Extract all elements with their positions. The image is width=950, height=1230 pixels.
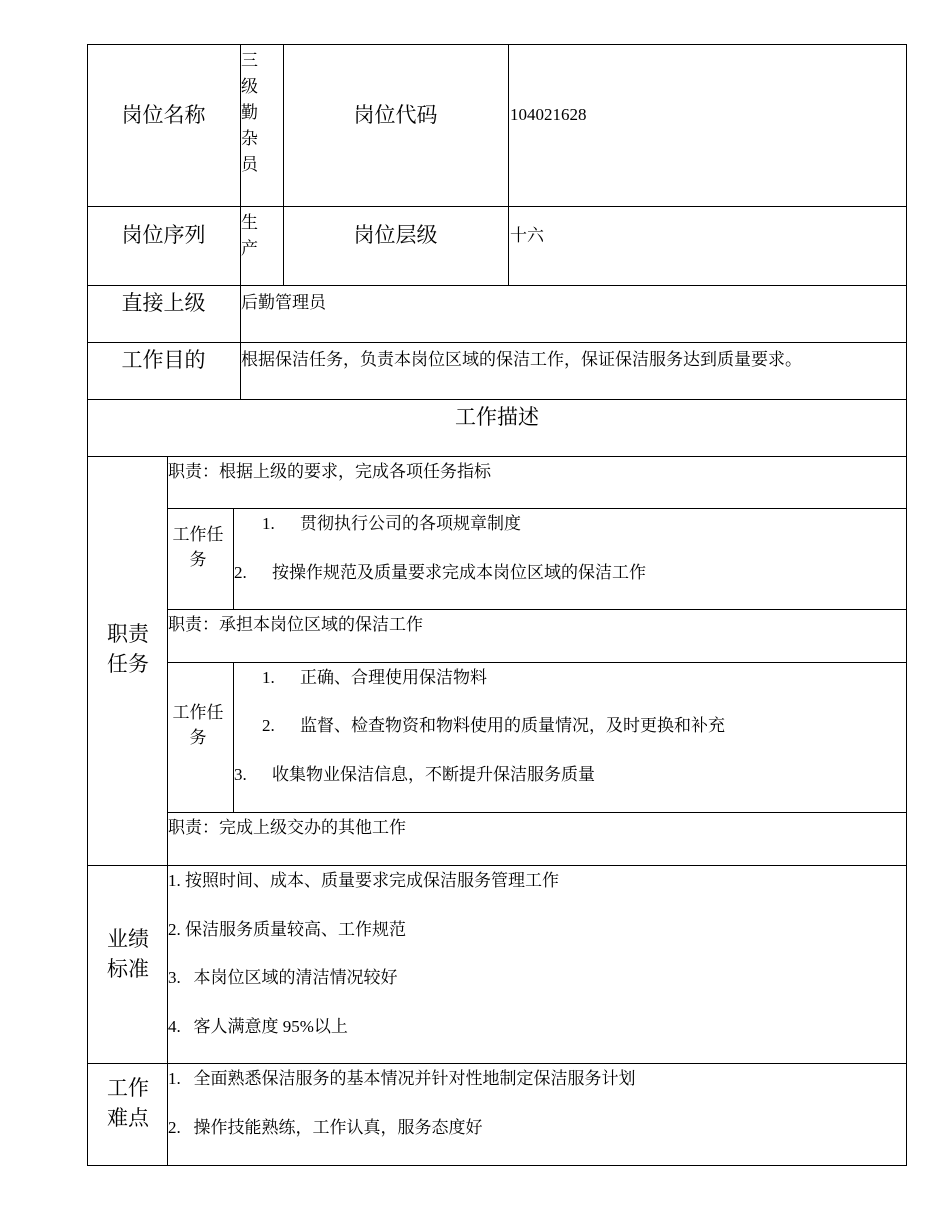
duty-2-task-1: 1. 正确、合理使用保洁物料 [262, 668, 487, 687]
col-divider [508, 44, 509, 285]
row-divider [87, 865, 907, 866]
work-purpose-value: 根据保洁任务，负责本岗位区域的保洁工作，保证保洁服务达到质量要求。 [241, 350, 802, 369]
row-divider [87, 206, 907, 207]
duty-divider [167, 812, 907, 813]
duty-2-task-3: 3. 收集物业保洁信息，不断提升保洁服务质量 [234, 765, 595, 784]
job-description-table [87, 44, 907, 1166]
position-code-value: 104021628 [510, 105, 587, 124]
performance-label: 业绩标准 [107, 927, 149, 981]
position-name-value: 三 级 勤 杂 员 [241, 51, 258, 174]
direct-superior-label: 直接上级 [121, 291, 206, 315]
position-sequence-label: 岗位序列 [121, 223, 206, 247]
work-description-title: 工作描述 [455, 405, 539, 429]
duty-divider [167, 662, 907, 663]
position-name-label: 岗位名称 [121, 103, 206, 127]
direct-superior-value: 后勤管理员 [241, 293, 326, 312]
duty-1-task-2: 2. 按操作规范及质量要求完成本岗位区域的保洁工作 [234, 563, 646, 582]
row-divider [87, 285, 907, 286]
difficulty-item-1: 1. 全面熟悉保洁服务的基本情况并针对性地制定保洁服务计划 [168, 1069, 636, 1088]
work-purpose-label: 工作目的 [121, 348, 206, 372]
performance-item-4: 4. 客人满意度 95%以上 [168, 1017, 348, 1036]
row-divider [87, 342, 907, 343]
col-divider [233, 662, 234, 812]
duty-1-task-1: 1. 贯彻执行公司的各项规章制度 [262, 514, 521, 533]
difficulty-label: 工作难点 [107, 1076, 149, 1130]
duty-divider [167, 508, 907, 509]
duty-1: 职责：根据上级的要求，完成各项任务指标 [168, 462, 491, 481]
duty-3: 职责：完成上级交办的其他工作 [168, 818, 406, 837]
duty-divider [167, 609, 907, 610]
performance-item-1: 1. 按照时间、成本、质量要求完成保洁服务管理工作 [168, 871, 559, 890]
position-code-label: 岗位代码 [353, 103, 438, 127]
difficulty-item-2: 2. 操作技能熟练，工作认真，服务态度好 [168, 1118, 483, 1137]
row-divider [87, 1063, 907, 1064]
duty-2: 职责：承担本岗位区域的保洁工作 [168, 615, 423, 634]
row-divider [87, 456, 907, 457]
col-divider [283, 44, 284, 285]
task-label-2: 工作任务 [172, 703, 224, 747]
performance-item-2: 2. 保洁服务质量较高、工作规范 [168, 920, 406, 939]
position-level-label: 岗位层级 [353, 223, 438, 247]
row-divider [87, 399, 907, 400]
position-level-value: 十六 [510, 226, 544, 245]
task-label-1: 工作任务 [172, 525, 224, 569]
duty-2-task-2: 2. 监督、检查物资和物料使用的质量情况，及时更换和补充 [262, 716, 725, 735]
performance-item-3: 3. 本岗位区域的清洁情况较好 [168, 968, 398, 987]
duties-label: 职责任务 [107, 622, 149, 676]
position-sequence-value: 生 产 [241, 213, 258, 258]
col-divider [233, 508, 234, 609]
